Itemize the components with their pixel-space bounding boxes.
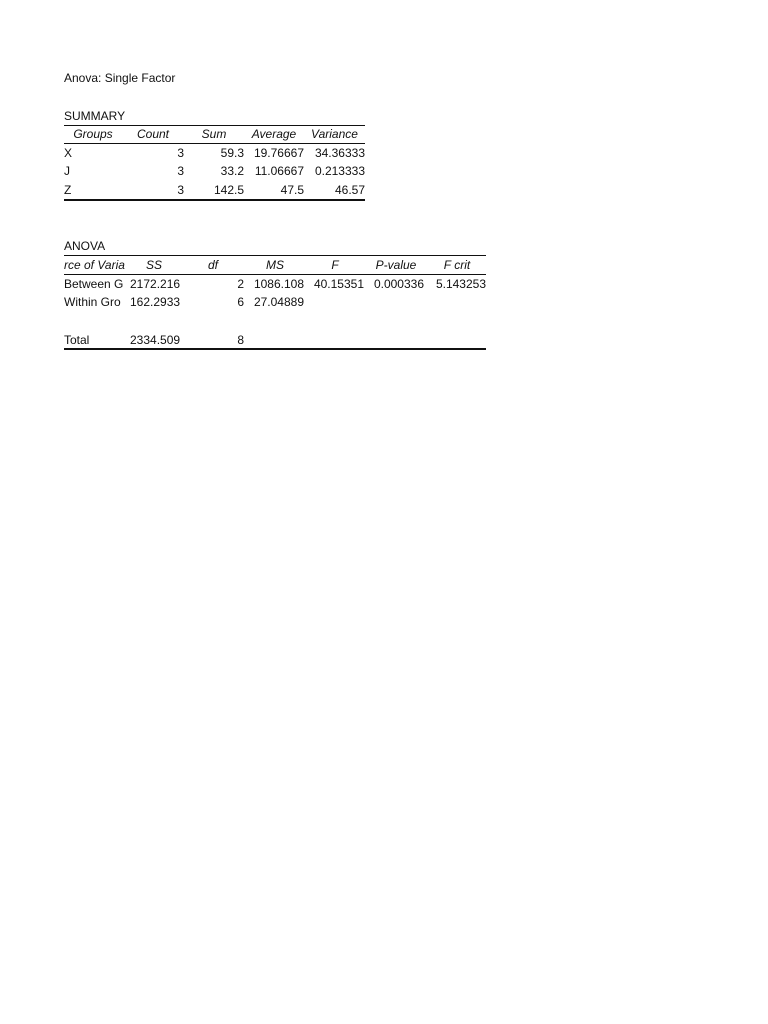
anova-total-f-crit (424, 331, 486, 349)
anova-header-df: df (207, 258, 218, 272)
summary-row-count: 3 (177, 146, 184, 160)
summary-row-group: X (64, 146, 73, 160)
anova-label: ANOVA (64, 239, 106, 253)
anova-row-source: Between G (64, 277, 124, 291)
summary-row-group: Z (64, 183, 72, 197)
summary-row-sum: 59.3 (220, 146, 244, 160)
anova-row-ms: 27.04889 (253, 295, 304, 309)
summary-row-average: 11.06667 (254, 164, 304, 178)
anova-total-f (304, 331, 364, 349)
anova-row-df: 6 (237, 295, 244, 309)
summary-label: SUMMARY (64, 109, 126, 123)
anova-row-p-value: 0.000336 (373, 277, 424, 291)
anova-total-ms (244, 331, 304, 349)
summary-header-count: Count (136, 127, 170, 141)
summary-row-variance: 34.36333 (314, 146, 365, 160)
anova-header-p-value: P-value (375, 258, 417, 272)
anova-total-p-value (364, 331, 424, 349)
summary-row-sum: 33.2 (220, 164, 244, 178)
anova-row-p-value (364, 293, 424, 311)
summary-row-count: 3 (177, 164, 184, 178)
anova-row-ms: 1086.108 (253, 277, 304, 291)
anova-row-source: Within Gro (64, 295, 121, 309)
summary-row-average: 47.5 (280, 183, 304, 197)
anova-total-label: Total (64, 333, 90, 347)
anova-row-f-crit (424, 293, 486, 311)
summary-row-variance: 46.57 (334, 183, 365, 197)
summary-bottom-rule (64, 199, 365, 201)
summary-header-groups: Groups (73, 127, 113, 141)
summary-row-group: J (64, 164, 70, 178)
anova-header-f-crit: F crit (443, 258, 471, 272)
summary-row-count: 3 (177, 183, 184, 197)
summary-header-sum: Sum (201, 127, 227, 141)
anova-header-source: rce of Varia (64, 258, 125, 272)
anova-row-f-crit: 5.143253 (435, 277, 486, 291)
anova-total-df: 8 (237, 333, 244, 347)
anova-row-f (304, 293, 364, 311)
anova-header-ms: MS (266, 258, 284, 272)
anova-row-ss: 2172.216 (130, 277, 181, 291)
anova-total-ss: 2334.509 (130, 333, 181, 347)
anova-row-ss: 162.2933 (130, 295, 181, 309)
summary-row-variance: 0.213333 (314, 164, 365, 178)
anova-header-ss: SS (145, 258, 162, 272)
summary-row-sum: 142.5 (213, 183, 244, 197)
anova-bottom-rule (64, 348, 486, 350)
summary-header-average: Average (251, 127, 297, 141)
summary-row-average: 19.76667 (253, 146, 304, 160)
anova-header-f: F (331, 258, 339, 272)
anova-title: Anova: Single Factor (64, 71, 176, 85)
summary-header-variance: Variance (311, 127, 358, 141)
anova-row-f: 40.15351 (313, 277, 364, 291)
anova-row-df: 2 (237, 277, 244, 291)
